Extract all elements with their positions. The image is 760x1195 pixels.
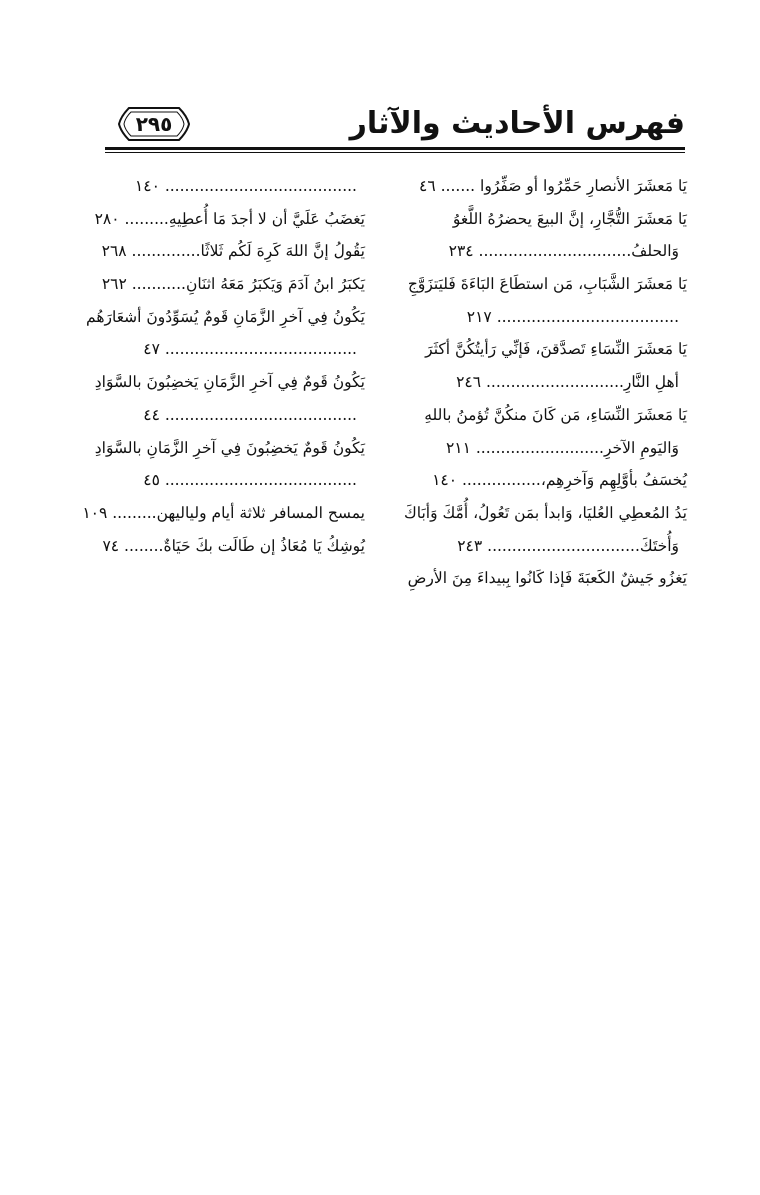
- header-rule: [105, 147, 685, 150]
- index-entry: يَكُونُ قَومٌ فِي آخرِ الزَّمَانِ يَخضِبُونَ بالسَّوَادِ: [94, 373, 365, 392]
- page-number: ٢٩٥: [135, 112, 173, 136]
- index-entry-continuation: ....................................... ٤٥: [143, 471, 357, 490]
- index-entry: يمسح المسافر ثلاثة أيام ولياليهن......... ١٠٩: [82, 503, 365, 522]
- index-entry: يُوشِكُ يَا مُعَاذُ إن طَالَت بكَ حَيَاةٌ........ ٧٤: [102, 536, 365, 555]
- index-entry: يَدُ المُعطِي العُليَا، وَابدأ بمَن تَعُولُ، أُمَّكَ وَأبَاكَ: [403, 503, 687, 522]
- index-entry: يَكُونُ فِي آخرِ الزَّمَانِ قَومٌ يُسَوِّدُونَ أشعَارَهُم: [86, 307, 365, 326]
- page-number-badge: [117, 104, 191, 144]
- index-column-left: [82, 170, 365, 562]
- index-entry: يَا مَعشَرَ الأنصارِ حَمِّرُوا أو صَفِّرُوا ....... ٤٦: [419, 177, 687, 195]
- index-entry-continuation: ..................................... ٢١٧: [466, 307, 679, 326]
- index-title: فهرس الأحاديث والآثار: [349, 106, 685, 141]
- index-entry-continuation: ....................................... ١٤٠: [134, 177, 357, 195]
- index-entry: يُخسَفُ بأوَّلِهِم وَآخرِهِم،................ ١٤٠: [432, 471, 687, 490]
- index-entry: يَا مَعشَرَ التُّجَّارِ، إنَّ البيعَ يحضرُهُ اللَّغوُ: [452, 209, 687, 228]
- index-entry: يَغزُو جَيشٌ الكَعبَةَ فَإذا كَانُوا بِبيداءَ مِنَ الأرضِ: [407, 569, 687, 588]
- index-entry: يَا مَعشَرَ النِّسَاءِ تَصدَّقنَ، فَإنِّي رَأيتُكُنَّ أكثَرَ: [425, 340, 687, 359]
- index-entry: يَا مَعشَرَ النِّسَاءِ، مَن كَانَ منكُنَّ تُؤمنُ باللهِ: [424, 405, 687, 424]
- index-entry-continuation: ....................................... ٤٧: [143, 340, 357, 359]
- index-entry-continuation: وَاليَومِ الآخرِ.......................... ٢١١: [445, 438, 679, 457]
- index-entry: يَكبَرُ ابنُ آدَمَ وَيَكبَرُ مَعَهُ اثنَانِ........... ٢٦٢: [101, 275, 365, 294]
- index-entry-continuation: وَالحلفُ............................... ٢٣٤: [448, 242, 679, 261]
- index-entry: يَغضَبُ عَلَيَّ أن لا أجدَ مَا أُعطِيهِ......... ٢٨٠: [94, 209, 365, 228]
- index-entry: يَكُونُ قَومٌ يَخضِبُونَ فِي آخرِ الزَّمَانِ بالسَّوَادِ: [94, 438, 365, 457]
- index-entry-continuation: أهلِ النَّارِ............................ ٢٤٦: [456, 373, 679, 392]
- index-entry-continuation: ....................................... ٤٤: [143, 405, 357, 424]
- index-entry-continuation: وَأُختَكَ............................... ٢٤٣: [457, 536, 679, 555]
- index-entry: يَا مَعشَرَ الشَّبَابِ، مَن استطَاعَ البَاءَةَ فَليَتزَوَّجِ: [407, 275, 687, 294]
- header-rule-thin: [105, 152, 685, 153]
- index-column-right: [403, 170, 687, 595]
- index-entry: يَقُولُ إنَّ اللهَ كَرِهَ لَكُم ثَلاثًا.............. ٢٦٨: [101, 242, 365, 261]
